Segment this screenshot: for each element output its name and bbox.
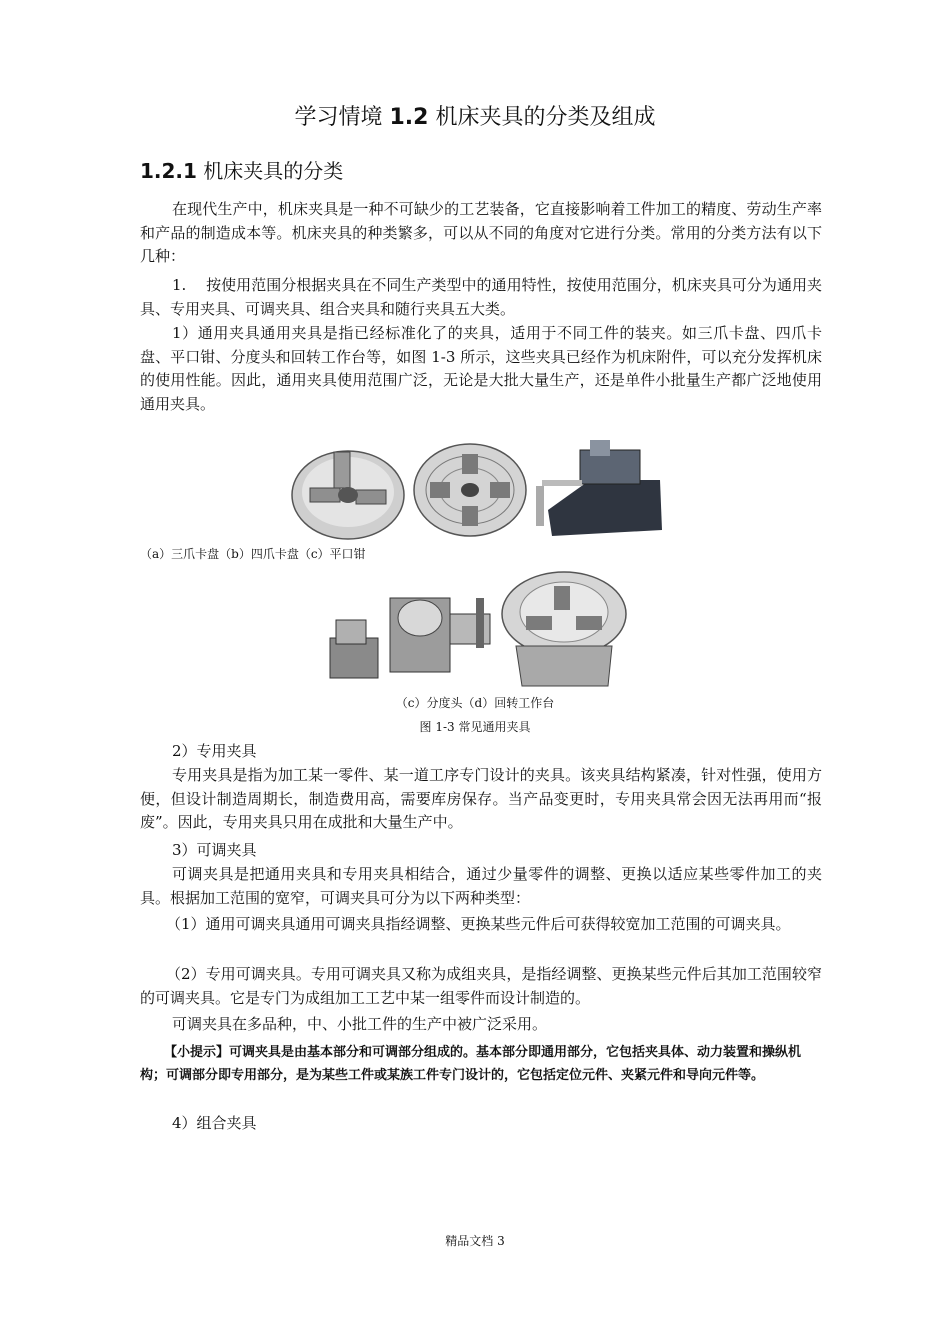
page-title: [0, 102, 950, 134]
adjustable-type-2: （2）专用可调夹具。专用可调夹具又称为成组夹具，是指经调整、更换某些元件后其加工范围较窄的可调夹具。它是专门为成组加工工艺中某一组零件而设计制造的。: [140, 965, 822, 1007]
page-footer: 精品文档 3: [445, 1234, 505, 1248]
section-heading: [140, 156, 343, 186]
adjustable-fixture-heading: 3）可调夹具: [172, 841, 257, 859]
fixture-photos-bottom: [326, 568, 628, 690]
indexing-head-image: [330, 598, 490, 678]
adjustable-fixture-paragraph: 可调夹具是把通用夹具和专用夹具相结合，通过少量零件的调整、更换以适应某些零件加工的夹具。根据加工范围的宽窄，可调夹具可分为以下两种类型：: [140, 865, 822, 907]
combination-fixture-heading: 4）组合夹具: [172, 1114, 257, 1132]
general-fixture-paragraph: 1）通用夹具通用夹具是指已经标准化了的夹具，适用于不同工件的装夹。如三爪卡盘、四爪卡盘、平口钳、分度头和回转工作台等，如图 1-3 所示，这些夹具已经作为机床附件，可以充分发挥机床的使用性能。因此，通用夹具使用范围广泛，无论是大批大量生产，还是单件小批量生产都广泛地使用通用夹具。: [140, 324, 822, 413]
intro-paragraph: 在现代生产中，机床夹具是一种不可缺少的工艺装备，它直接影响着工件加工的精度、劳动生产率和产品的制造成本等。机床夹具的种类繁多，可以从不同的角度对它进行分类。常用的分类方法有以下几种：: [140, 200, 822, 266]
three-jaw-chuck-image: [292, 451, 404, 539]
figure-title: 图 1-3 常见通用夹具: [419, 720, 531, 734]
section-title: 机床夹具的分类: [196, 159, 344, 183]
four-jaw-chuck-image: [414, 444, 526, 536]
adjustable-usage: 可调夹具在多品种，中、小批工件的生产中被广泛采用。: [172, 1015, 548, 1033]
title-text: 机床夹具的分类及组成: [428, 105, 656, 130]
flat-vise-image: [536, 440, 662, 536]
section-number: 1.2.1: [140, 159, 197, 183]
rotary-table-image: [502, 572, 626, 686]
special-fixture-heading: 2）专用夹具: [172, 742, 257, 760]
classification-paragraph: 1. 按使用范围分根据夹具在不同生产类型中的通用特性，按使用范围分，机床夹具可分为通用夹具、专用夹具、可调夹具、组合夹具和随行夹具五大类。: [140, 276, 822, 318]
figure-caption-top: （a）三爪卡盘（b）四爪卡盘（c）平口钳: [140, 547, 366, 561]
figure-caption-bottom: （c）分度头（d）回转工作台: [395, 696, 555, 710]
title-number: 1.2: [389, 105, 429, 130]
tip-box: 【小提示】可调夹具是由基本部分和可调部分组成的。基本部分即通用部分，它包括夹具体、动力装置和操纵机构；可调部分即专用部分，是为某些工件或某族工件专门设计的，它包括定位元件、夹紧元件和导向元件等。: [140, 1045, 802, 1083]
title-prefix: 学习情境: [294, 105, 390, 130]
adjustable-type-1: （1）通用可调夹具通用可调夹具指经调整、更换某些元件后可获得较宽加工范围的可调夹具。: [166, 915, 791, 933]
fixture-photos-top: [290, 440, 668, 542]
special-fixture-paragraph: 专用夹具是指为加工某一零件、某一道工序专门设计的夹具。该夹具结构紧凑，针对性强，使用方便，但设计制造周期长，制造费用高，需要库房保存。当产品变更时，专用夹具常会因无法再用而“报废”。因此，专用夹具只用在成批和大量生产中。: [140, 766, 822, 832]
